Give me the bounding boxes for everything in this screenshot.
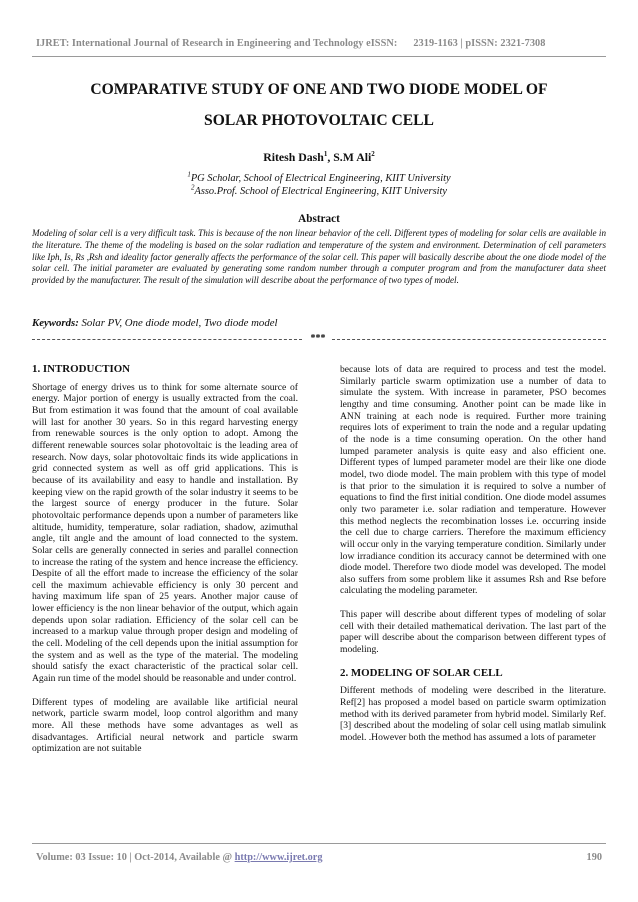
page-number: 190 <box>586 852 602 863</box>
paper-title <box>30 76 608 134</box>
author-2-sup: 2 <box>371 150 375 159</box>
intro-paragraph-1: Shortage of energy drives us to think for some alternate source of energy. Major portion of energy is usually extracted from the coal. But from estimation it was found that the amount of coal available will last for another 30 years. So in this regard harvesting energy from renewable sources is the only option to adopt. Among the different renewable sources solar photovoltaic is the leading area of research. Now days, solar photovoltaic finds its wide applications in grid connected system as well as off grid applications. This is because of its availability and easy to handle and installation. By keeping view on the rapid growth of the solar industry it seems to be the largest source of energy producer in the future. Solar photovoltaic performance depends upon a number of parameters like altitude, humidity, temperature, solar radiation, shadow, azimuthal angle, tilt angle and the amount of load connected to the system. Solar cells are generally connected in series and parallel connection to increase the rating of the system and hence increase the efficiency. Despite of all the effort made to increase the efficiency of the solar cell the maximum achievable efficiency is only 30 percent and having maximum life span of 25 years. Another major cause of lower efficiency is the non linear behavior of the output, which again depends upon solar radiation. Efficiency of the solar cell can be increased to a markup value through proper design and modeling of the cell. Modeling of the cell depends upon the initial assumption for the system and as well as the type of the material. The modeling should satisfy the exact characteristic of the practical solar cell. Again run time of the model should be reasonable and under control. <box>32 381 298 685</box>
right-paragraph-1: because lots of data are required to process and test the model. Similarly particle swarm optimization use a number of data to simulate the system. With increase in parameter, PSO becomes lengthy and time consuming. Another point can be made like in ANN training at each node is required. Further more training requires lots of experiment to train the node and a regular updating of the node is a time consuming operation. On the other hand lumped parameter analysis is quite easy and also efficient one. Different types of lumped parameter model are their like one diode model, two diode model. The main problem with this type of model is that prior to the simulation it is required to solve a number of equations to find the first initial condition. One diode model assumes only two parameter i.e. solar radiation and temperature. However this method neglects the recombination losses i.e. occurring inside the cell due to charge carriers. Therefore the maximum efficiency will occur only in the varying temperature condition. Similarly under low irradiance condition its accuracy cannot be determined with one diode model. Therefore two diode model was developed. The model also suffers from some problem like it assumes Rsh and Rse before calculating the modeling parameter. <box>340 364 606 597</box>
affiliations <box>30 170 608 198</box>
modeling-paragraph-1: Different methods of modeling were described in the literature. Ref[2] has proposed a model based on particle swarm optimization method with its derived parameter from hybrid model. Similarly Ref.[3] described about the modeling of solar cell using matlab simulink model. .However both the method has assumed a lots of parameter <box>340 685 606 744</box>
author-sep: , <box>327 150 334 164</box>
section-separator <box>32 334 606 344</box>
abstract-heading: Abstract <box>298 213 340 225</box>
intro-paragraph-2: Different types of modeling are available like artificial neural network, particle swarm model, loop control algorithm and many more. All these methods have some advantages as well as disadvantages. Artificial neural network and particle swarm optimization are not suitable <box>32 696 298 755</box>
keywords <box>32 317 606 329</box>
running-footer <box>36 852 602 863</box>
journal-link[interactable]: http://www.ijret.org <box>234 852 323 863</box>
left-column <box>32 364 298 767</box>
section-heading-modeling: 2. MODELING OF SOLAR CELL <box>340 666 503 679</box>
footer-text: Volume: 03 Issue: 10 | Oct-2014, Available @ <box>36 852 235 863</box>
abstract-text: Modeling of solar cell is a very difficult task. This is because of the non linear behavior of the cell. Different types of modeling for solar cells are available in the literature. The theme of the modeling is based on the solar radiation and temperature of the system and environment. Determination of cell parameters like Iph, Is, Rs ,Rsh and ideality factor generally affects the performance of the solar cell. This paper will basically describe about the one diode model of the solar cell. The initial parameter are evaluated by generating some random number through a computer program and from the manufacturer data sheet provided by the manufacturer. The result of the simulation will describe about the performance of two types of model. <box>32 228 606 286</box>
affiliation-2 <box>30 183 608 199</box>
affiliation-2-text: Asso.Prof. School of Electrical Engineering, KIIT University <box>194 185 447 197</box>
affiliation-1-sup: 1 <box>187 170 191 179</box>
author-1: Ritesh Dash <box>263 150 324 164</box>
running-header <box>36 38 602 49</box>
journal-name: IJRET: International Journal of Research in Engineering and Technology eISSN: <box>36 38 398 49</box>
right-paragraph-2: This paper will describe about different types of modeling of solar cell with their detailed mathematical derivation. The last part of the paper will describe about the comparison between different types of modeling. <box>340 609 606 656</box>
author-2: S.M Ali <box>333 150 372 164</box>
keywords-label: Keywords: <box>32 317 79 329</box>
author-1-sup: 1 <box>323 150 328 159</box>
keywords-text: Solar PV, One diode model, Two diode model <box>78 317 278 329</box>
title-line-2: SOLAR PHOTOVOLTAIC CELL <box>204 112 434 129</box>
section-heading-introduction: 1. INTRODUCTION <box>32 363 131 375</box>
footer-rule <box>32 843 606 844</box>
issn: 2319-1163 | pISSN: 2321-7308 <box>413 38 546 49</box>
header-rule <box>32 56 606 57</box>
right-column <box>340 364 606 756</box>
authors <box>30 150 608 165</box>
affiliation-2-sup: 2 <box>190 183 195 192</box>
separator-stars: *** <box>310 334 326 344</box>
affiliation-1 <box>30 170 608 186</box>
affiliation-1-text: PG Scholar, School of Electrical Engineering, KIIT University <box>190 173 451 184</box>
separator-dash-right <box>332 339 606 340</box>
title-line-1: COMPARATIVE STUDY OF ONE AND TWO DIODE MODEL OF <box>90 81 548 98</box>
separator-dash-left <box>32 339 302 340</box>
